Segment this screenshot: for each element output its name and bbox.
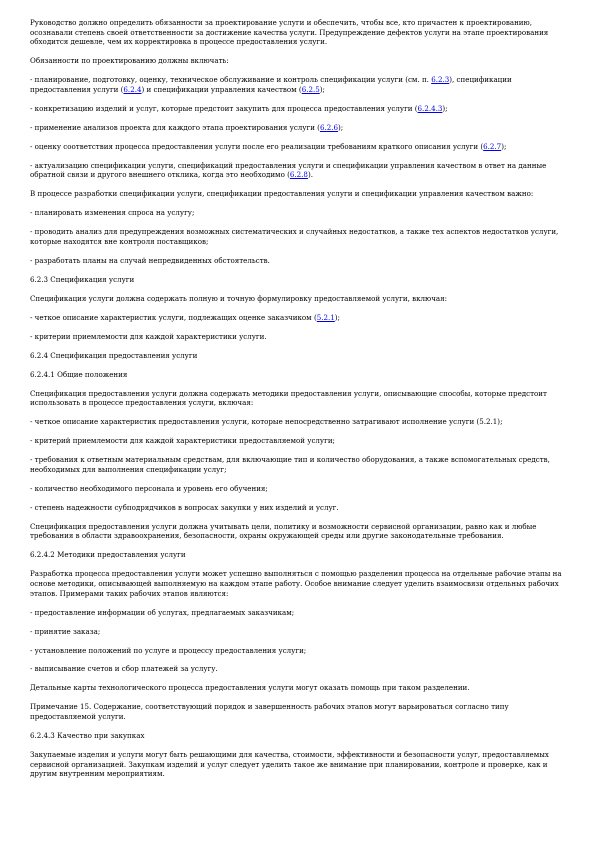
paragraph-text: Спецификация услуги должна содержать полную и точную формулировку предоставляемой услуги, включая: — [30, 293, 448, 303]
section-reference-link[interactable]: 6.2.3 — [431, 75, 450, 85]
paragraph — [30, 484, 562, 494]
paragraph-text: ); — [442, 103, 448, 113]
paragraph-text: - выписывание счетов и сбор платежей за услугу. — [30, 664, 218, 674]
paragraph — [30, 332, 562, 342]
paragraph-text: ); — [334, 312, 340, 322]
paragraph — [30, 208, 562, 218]
paragraph — [30, 227, 562, 246]
paragraph — [30, 436, 562, 446]
section-reference-link[interactable]: 6.2.4.3 — [417, 103, 443, 113]
section-reference-link[interactable]: 6.2.7 — [483, 141, 502, 151]
paragraph-text: Разработка процесса предоставления услуги может успешно выполняться с помощью разделения процесса на отдельные рабочие этапы на основе методики, описывающей выполняемую на каждом этапе работу. Особое внимание следует уделить взаимосвязи отдельных рабочих этапов. Примерами таких рабочих этапов являются: — [30, 569, 562, 598]
paragraph-text: ); — [319, 84, 325, 94]
paragraph — [30, 664, 562, 674]
paragraph — [30, 627, 562, 637]
paragraph-text: - четкое описание характеристик предоставления услуги, которые непосредственно затрагивают исполнение услуги (5.2.1); — [30, 417, 503, 427]
paragraph — [30, 294, 562, 304]
section-reference-link[interactable]: 5.2.1 — [316, 312, 335, 322]
paragraph-text: - четкое описание характеристик услуги, подлежащих оценке заказчиком ( — [30, 312, 317, 322]
paragraph — [30, 75, 562, 94]
paragraph — [30, 731, 562, 741]
paragraph-text: - оценку соответствия процесса предоставления услуги после его реализации требованиям краткого описания услуги ( — [30, 141, 484, 151]
paragraph-text: Закупаемые изделия и услуги могут быть решающими для качества, стоимости, эффективности и безопасности услуг, предоставляемых сервисной организацией. Закупкам изделий и услуг следует уделить такое же внимание при планировании, контроле и проверке, как и другим внутренним мероприятиям. — [30, 750, 549, 779]
paragraph-text: ). — [307, 170, 313, 180]
paragraph-text: - проводить анализ для предупреждения возможных систематических и случайных недостатков, а также тех аспектов недостатков услуги, которые находятся вне контроля поставщиков; — [30, 227, 559, 246]
section-reference-link[interactable]: 6.2.8 — [289, 170, 308, 180]
paragraph-text: 6.2.3 Спецификация услуги — [30, 274, 135, 284]
paragraph-text: - количество необходимого персонала и уровень его обучения; — [30, 483, 268, 493]
paragraph — [30, 522, 562, 541]
paragraph — [30, 683, 562, 693]
paragraph — [30, 56, 562, 66]
paragraph — [30, 750, 562, 779]
paragraph-text: Примечание 15. Содержание, соответствующий порядок и завершенность рабочих этапов могут варьироваться согласно типу предоставляемой услуги. — [30, 702, 509, 722]
paragraph — [30, 18, 562, 47]
paragraph — [30, 608, 562, 618]
paragraph-text: 6.2.4.2 Методики предоставления услуги — [30, 550, 186, 560]
section-reference-link[interactable]: 6.2.6 — [319, 122, 339, 132]
paragraph — [30, 389, 562, 408]
paragraph-text: - установление положений по услуге и процессу предоставления услуги; — [30, 645, 307, 655]
paragraph-text: - применение анализов проекта для каждого этапа проектирования услуги ( — [30, 122, 320, 132]
paragraph-text: - предоставление информации об услугах, предлагаемых заказчикам; — [30, 607, 295, 617]
paragraph-text: ) и спецификации управления качеством ( — [141, 84, 302, 94]
section-reference-link[interactable]: 6.2.5 — [301, 84, 320, 94]
paragraph-text: - степень надежности субподрядчиков в вопросах закупки у них изделий и услуг. — [30, 502, 339, 512]
paragraph — [30, 313, 562, 323]
paragraph — [30, 256, 562, 266]
paragraph — [30, 550, 562, 560]
paragraph-text: 6.2.4.3 Качество при закупках — [30, 731, 145, 741]
paragraph — [30, 189, 562, 199]
paragraph-text: 6.2.4.1 Общие положения — [30, 369, 128, 379]
paragraph-text: - актуализацию спецификации услуги, спецификаций предоставления услуги и спецификации управления качеством в ответ на данные обратной связи и другого внешнего отклика, когда это необходимо ( — [30, 160, 547, 180]
paragraph-text: ); — [501, 141, 507, 151]
paragraph — [30, 275, 562, 285]
paragraph-text: - планирование, подготовку, оценку, техническое обслуживание и контроль спецификации услуги (см. п. — [30, 75, 432, 85]
section-reference-link[interactable]: 6.2.4 — [123, 84, 142, 94]
paragraph-text: - критерий приемлемости для каждой характеристики предоставляемой услуги; — [30, 436, 335, 446]
paragraph-text: ); — [338, 122, 344, 132]
paragraph — [30, 702, 562, 721]
paragraph-text: Спецификация предоставления услуги должна содержать методики предоставления услуги, описывающие способы, которые предстоит использовать в процессе предоставления услуги, включая: — [30, 388, 547, 408]
paragraph-text: - принятие заказа; — [30, 626, 101, 636]
paragraph-text: - планировать изменения спроса на услугу; — [30, 208, 195, 218]
paragraph-text: - разработать планы на случай непредвиденных обстоятельств. — [30, 255, 270, 265]
paragraph — [30, 351, 562, 361]
paragraph-text: Спецификация предоставления услуги должна учитывать цели, политику и возможности сервисной организации, равно как и любые требования в области здравоохранения, безопасности, охраны окружающей среды или другие законодательные требования. — [30, 521, 537, 541]
paragraph — [30, 161, 562, 180]
paragraph-text: В процессе разработки спецификации услуги, спецификации предоставления услуги и спецификации управления качеством важно: — [30, 189, 534, 199]
paragraph — [30, 646, 562, 656]
paragraph — [30, 503, 562, 513]
paragraph-text: - требования к ответным материальным средствам, для включающие тип и количество оборудования, а также вспомогательных средств, необходимых для выполнения спецификации услуг; — [30, 455, 550, 474]
paragraph — [30, 569, 562, 598]
paragraph-text: Обязанности по проектированию должны включать: — [30, 56, 229, 66]
document-page — [30, 18, 562, 788]
paragraph — [30, 370, 562, 380]
paragraph-text: Детальные карты технологического процесса предоставления услуги могут оказать помощь при таком разделении. — [30, 683, 470, 693]
paragraph — [30, 142, 562, 152]
paragraph-text: - критерии приемлемости для каждой характеристики услуги. — [30, 331, 267, 341]
paragraph-text: - конкретизацию изделий и услуг, которые предстоит закупить для процесса предоставления услуги ( — [30, 103, 418, 113]
paragraph-text: ), спецификации предоставления услуги ( — [30, 75, 512, 94]
paragraph — [30, 417, 562, 427]
paragraph-text: 6.2.4 Спецификация предоставления услуги — [30, 350, 198, 360]
paragraph — [30, 123, 562, 133]
paragraph-text: Руководство должно определить обязанности за проектирование услуги и обеспечить, чтобы все, кто причастен к проектированию, осознавали степень своей ответственности за достижение качества услуги. Предупреждение дефектов услуги на этапе проектирования обходится дешевле, чем их корректировка в процессе предоставления услуги. — [30, 18, 549, 47]
paragraph — [30, 455, 562, 474]
paragraph — [30, 104, 562, 114]
